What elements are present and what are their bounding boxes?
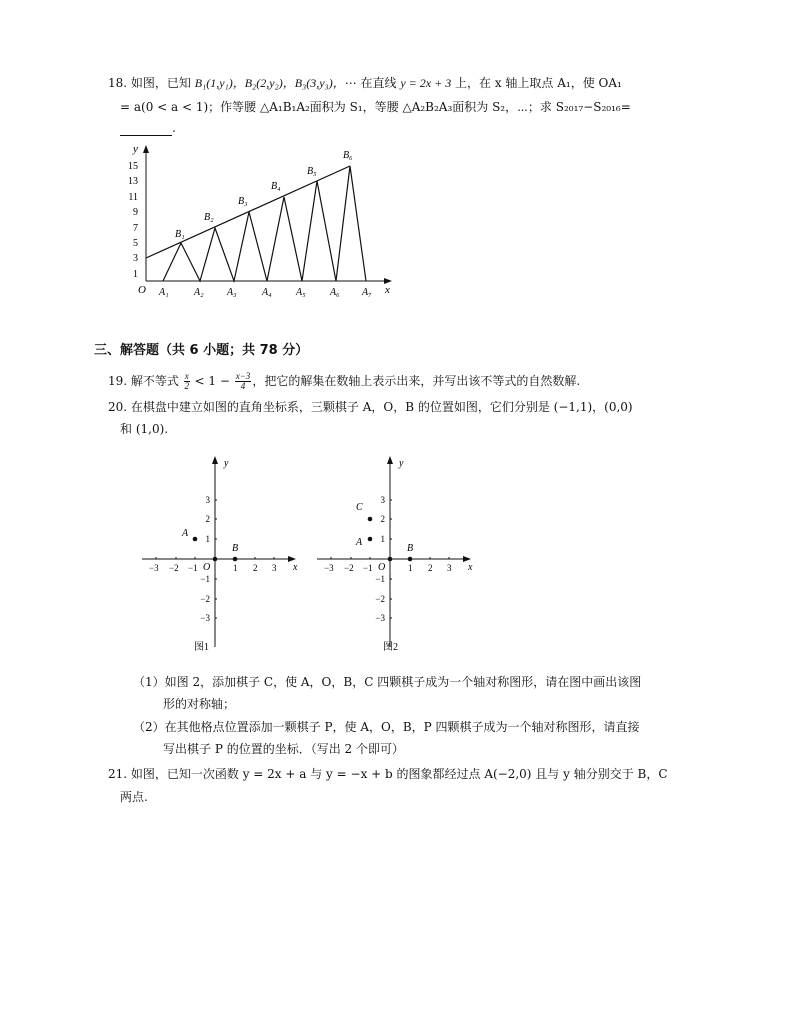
b-label: B₄: [271, 181, 281, 192]
q20-sub2-line2: 写出棋子 P 的位置的坐标．（写出 2 个即可）: [163, 742, 404, 756]
line-y-2x-plus-3: [146, 166, 350, 258]
x-tick: 2: [253, 563, 258, 573]
b-label: B₆: [343, 150, 353, 161]
y-tick: −2: [200, 594, 210, 604]
y-tick: −3: [375, 613, 385, 623]
point-B-label: B: [232, 543, 239, 554]
x-axis-label: x: [468, 562, 473, 573]
y-tick: 3: [380, 495, 385, 505]
point-B-label: B: [407, 543, 414, 554]
a-label: A₁: [159, 287, 169, 298]
y-tick: −1: [375, 574, 385, 584]
q18-line3-end: .: [172, 121, 176, 135]
q18-line2: = a(0 < a < 1)；作等腰 △A₁B₁A₂面积为 S₁，等腰 △A₂B₂A₃面积为 S₂，⋯；求 S₂₀₁₇−S₂₀₁₆=: [120, 100, 631, 114]
b-labels: [175, 150, 353, 240]
q20-sub1-line2: 形的对称轴；: [163, 697, 236, 711]
x-tick: 1: [233, 563, 238, 573]
q19-line: [108, 371, 580, 391]
y-tick: 1: [205, 534, 210, 544]
x-axis-label: x: [385, 284, 390, 296]
x-axis-label: x: [293, 562, 298, 573]
q19-fraction-1: [184, 372, 190, 391]
a-label: A₅: [296, 287, 306, 298]
a-label: A₃: [227, 287, 237, 298]
y-tick: 2: [380, 514, 385, 524]
q19-frac2-num: x−3: [235, 371, 251, 381]
origin-label: O: [138, 284, 146, 296]
b-label: B₁: [175, 229, 185, 240]
q19-frac1-num: x: [184, 371, 189, 381]
q19-frac1-den: 2: [184, 381, 189, 391]
q20-line1: 20. 在棋盘中建立如图的直角坐标系，三颗棋子 A，O，B 的位置如图，它们分别是 (−1,1)，(0,0): [108, 400, 633, 414]
section-heading: 三、解答题（共 6 小题；共 78 分）: [94, 343, 309, 358]
piece-O: [213, 557, 218, 562]
q18-line1: [108, 75, 622, 91]
y-tick: 1: [133, 269, 138, 280]
q18-line3: [120, 120, 176, 136]
x-tick: −3: [324, 563, 334, 573]
q19-suffix: ，把它的解集在数轴上表示出来，并写出该不等式的自然数解.: [252, 374, 581, 388]
q18-mid: ⋯ 在直线: [344, 76, 401, 90]
y-tick: 7: [133, 223, 138, 234]
a-labels: [158, 287, 372, 298]
x-tick: −3: [149, 563, 159, 573]
a-label: A₇: [362, 287, 372, 298]
q20-figure-1: [140, 452, 310, 657]
q19-frac2-den: 4: [240, 381, 246, 391]
piece-A: [193, 537, 198, 542]
isosceles-triangles: [163, 166, 366, 281]
y-tick: 3: [133, 253, 138, 264]
y-tick: −3: [200, 613, 210, 623]
figure-caption: 图1: [194, 642, 209, 653]
y-tick: 9: [133, 207, 138, 218]
piece-B: [408, 557, 413, 562]
q21-line1: 21. 如图，已知一次函数 y = 2x + a 与 y = −x + b 的图象都经过点 A(−2,0) 且与 y 轴分别交于 B，C: [108, 767, 668, 781]
y-tick: 5: [133, 238, 138, 249]
y-tick: −1: [200, 574, 210, 584]
x-tick: 3: [272, 563, 277, 573]
q19-prefix: 19. 解不等式: [108, 374, 183, 388]
y-tick: 3: [205, 495, 210, 505]
q18-prefix: 18. 如图，已知: [108, 76, 195, 90]
x-tick: −2: [169, 563, 179, 573]
piece-B: [233, 557, 238, 562]
x-tick: 2: [428, 563, 433, 573]
point-C-label: C: [356, 502, 363, 513]
y-tick: 11: [128, 192, 138, 203]
b-label: B₂: [204, 212, 214, 223]
q20-sub1-line1: （1）如图 2，添加棋子 C，使 A，O，B，C 四颗棋子成为一个轴对称图形，请在图中画出该图: [133, 675, 642, 689]
q19-fraction-2: [235, 372, 252, 391]
a-label: A₄: [262, 287, 272, 298]
x-tick: 3: [447, 563, 452, 573]
y-tick: −2: [375, 594, 385, 604]
q19-lt: < 1 −: [190, 374, 234, 388]
q20-sub2-line1: （2）在其他格点位置添加一颗棋子 P，使 A，O，B，P 四颗棋子成为一个轴对称图形，请直接: [133, 720, 640, 734]
figure-caption: 图2: [383, 642, 398, 653]
piece-A: [368, 537, 373, 542]
piece-O: [388, 557, 393, 562]
y-axis-label: y: [224, 458, 229, 469]
q18-equation: y = 2x + 3: [400, 76, 452, 90]
x-tick: −1: [363, 563, 373, 573]
point-A-label: A: [182, 528, 189, 539]
q21-line2: 两点.: [120, 790, 148, 804]
q18-points: B₁(1,y₁)，B₂(2,y₂)，B₃(3,y₃)，: [194, 76, 345, 90]
piece-C: [368, 517, 373, 522]
y-axis-arrow: [387, 456, 393, 464]
y-ticks: [128, 161, 138, 280]
a-label: A₂: [194, 287, 204, 298]
y-axis-label: y: [133, 143, 138, 155]
q18-figure: [118, 140, 408, 300]
y-axis-arrow: [212, 456, 218, 464]
origin-label: O: [203, 562, 211, 573]
y-tick: 1: [380, 534, 385, 544]
y-axis-label: y: [399, 458, 404, 469]
y-tick: 13: [128, 176, 138, 187]
q20-line2: 和 (1,0).: [120, 422, 169, 436]
a-label: A₆: [330, 287, 340, 298]
q18-suffix: 上，在 x 轴上取点 A₁，使 OA₁: [451, 76, 622, 90]
b-label: B₃: [238, 196, 248, 207]
answer-blank: [120, 123, 172, 136]
y-tick: 2: [205, 514, 210, 524]
origin-label: O: [378, 562, 386, 573]
y-axis-arrow: [143, 145, 149, 153]
y-tick: 15: [128, 161, 138, 172]
point-A-label: A: [356, 537, 363, 548]
x-tick: 1: [408, 563, 413, 573]
b-label: B₅: [307, 166, 317, 177]
x-tick: −1: [188, 563, 198, 573]
q20-figure-2: [315, 452, 485, 657]
x-tick: −2: [344, 563, 354, 573]
